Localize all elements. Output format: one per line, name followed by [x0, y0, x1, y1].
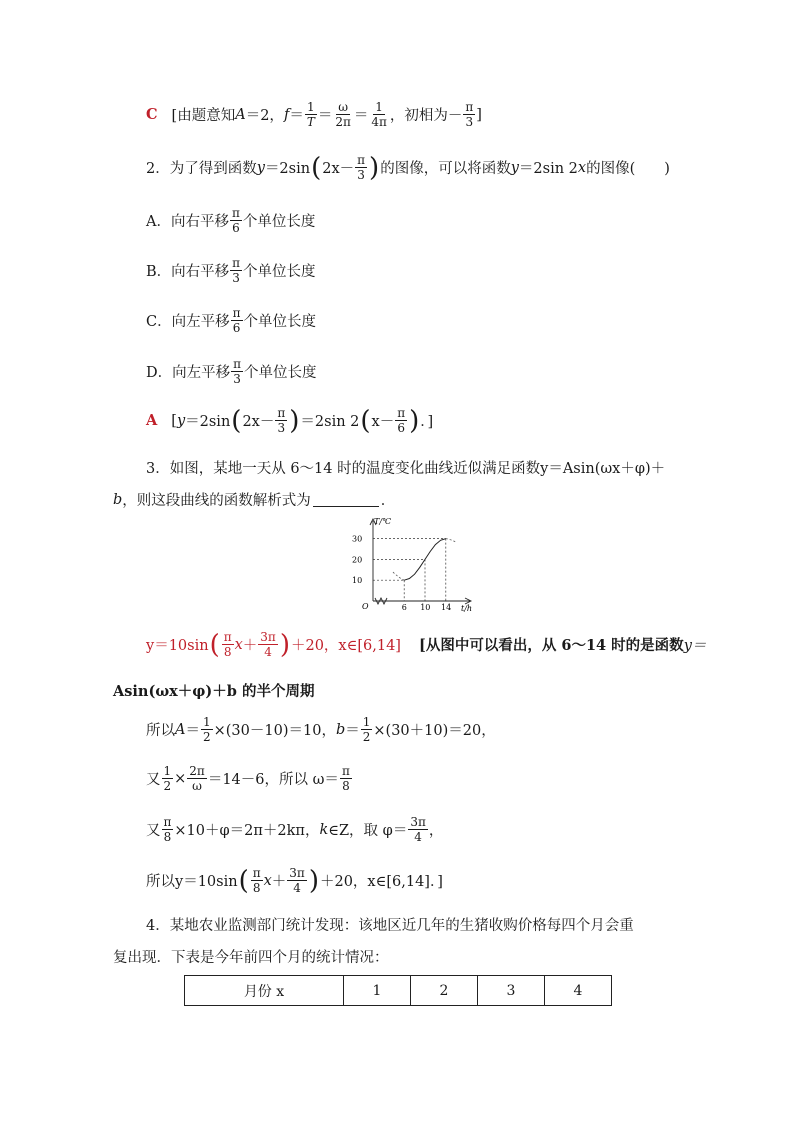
x-tick-label: 10 — [420, 603, 431, 612]
table-row — [185, 976, 612, 1006]
q1-answer: C [由题意知 A ＝2， f ＝ $\frac{1}{T}$ ＝ $\frac{\omega}{2\pi}$ ＝ $\frac{1}{4\pi}$ ，初相为－ $\frac{\pi}{3}$ ] — [146, 100, 482, 129]
y-axis-label: T/℃ — [374, 517, 391, 526]
q2-stem: 2．为了得到函数 y ＝2sin ( 2x－ $\frac{\pi}{3}$ ) 的图像，可以将函数 y ＝2sin 2 x 的图像( ) — [146, 152, 670, 183]
y-tick-label: 30 — [352, 534, 363, 544]
q2-option-c[interactable]: C．向左平移 $\frac{\pi}{6}$ 个单位长度 — [146, 306, 316, 335]
q3-step-3: 又 $\frac{\pi}{8}$ ×10＋φ＝2π＋2kπ， k ∈Z，取 φ＝ $\frac{3\pi}{4}$ ， — [146, 815, 444, 844]
fraction: $\frac{\pi}{3}$ — [465, 100, 474, 129]
x-axis-label: t/h — [461, 604, 473, 613]
q3-answer-line2: Asin(ωx＋φ)＋b 的半个周期 — [113, 683, 315, 700]
q2-answer: A [ y ＝2sin ( 2x－ $\frac{\pi}{3}$ ) ＝2sin 2 ( x－ $\frac{\pi}{6}$ ) ．] — [146, 405, 434, 436]
q3-step-1: 所以 A ＝ $\frac{1}{2}$ ×(30－10)＝10， b ＝ $\frac{1}{2}$ ×(30＋10)＝20， — [146, 715, 496, 744]
q2-option-a[interactable]: A．向右平移 $\frac{\pi}{6}$ 个单位长度 — [146, 206, 316, 235]
q3-step-4: 所以 y＝10sin ( $\frac{\pi}{8}$ x ＋ $\frac{3\pi}{4}$ ) ＋20，x∈[6,14]．] — [146, 865, 443, 896]
q3-stem-line2: b ，则这段曲线的函数解析式为 ． — [113, 491, 396, 509]
q2-option-b[interactable]: B．向右平移 $\frac{\pi}{3}$ 个单位长度 — [146, 256, 316, 285]
q2-option-d[interactable]: D．向左平移 $\frac{\pi}{3}$ 个单位长度 — [146, 357, 317, 386]
curve-extension-right — [446, 539, 456, 543]
fraction: $\frac{1}{T}$ — [306, 100, 315, 129]
y-tick-label: 10 — [352, 576, 363, 586]
table-header-cell: 月份 x — [185, 976, 344, 1006]
q4-stem-line2: 复出现．下表是今年前四个月的统计情况： — [113, 950, 389, 966]
q3-stem-line1: 3．如图，某地一天从 6～14 时的温度变化曲线近似满足函数 y＝Asin(ωx＋φ)＋ — [146, 461, 666, 477]
table-cell: 3 — [478, 976, 545, 1006]
q4-stem-line1: 4．某地农业监测部门统计发现：该地区近几年的生猪收购价格每四个月会重 — [146, 918, 634, 934]
curve-extension-left — [392, 571, 404, 580]
fraction: $\frac{\omega}{2\pi}$ — [335, 100, 351, 129]
fraction: $\frac{1}{4\pi}$ — [371, 100, 387, 129]
temperature-chart — [344, 513, 478, 613]
origin-label: O — [362, 602, 369, 611]
fraction: $\frac{\pi}{3}$ — [357, 153, 366, 182]
y-tick-label: 20 — [352, 555, 363, 565]
x-tick-label: 14 — [441, 603, 452, 612]
price-table — [184, 975, 612, 1006]
q3-answer-formula: y＝10sin ( $\frac{\pi}{8}$ x ＋ $\frac{3\pi}{4}$ ) ＋20，x∈[6,14] [从图中可以看出，从 6～14 时的是函数 y＝ — [146, 629, 707, 660]
table-cell: 1 — [344, 976, 411, 1006]
table-cell: 4 — [545, 976, 612, 1006]
answer-blank[interactable] — [313, 492, 379, 507]
table-cell: 2 — [411, 976, 478, 1006]
x-tick-label: 6 — [401, 603, 407, 612]
q3-step-2: 又 $\frac{1}{2}$ × $\frac{2\pi}{\omega}$ ＝14－6，所以 ω＝ $\frac{\pi}{8}$ — [146, 764, 350, 793]
